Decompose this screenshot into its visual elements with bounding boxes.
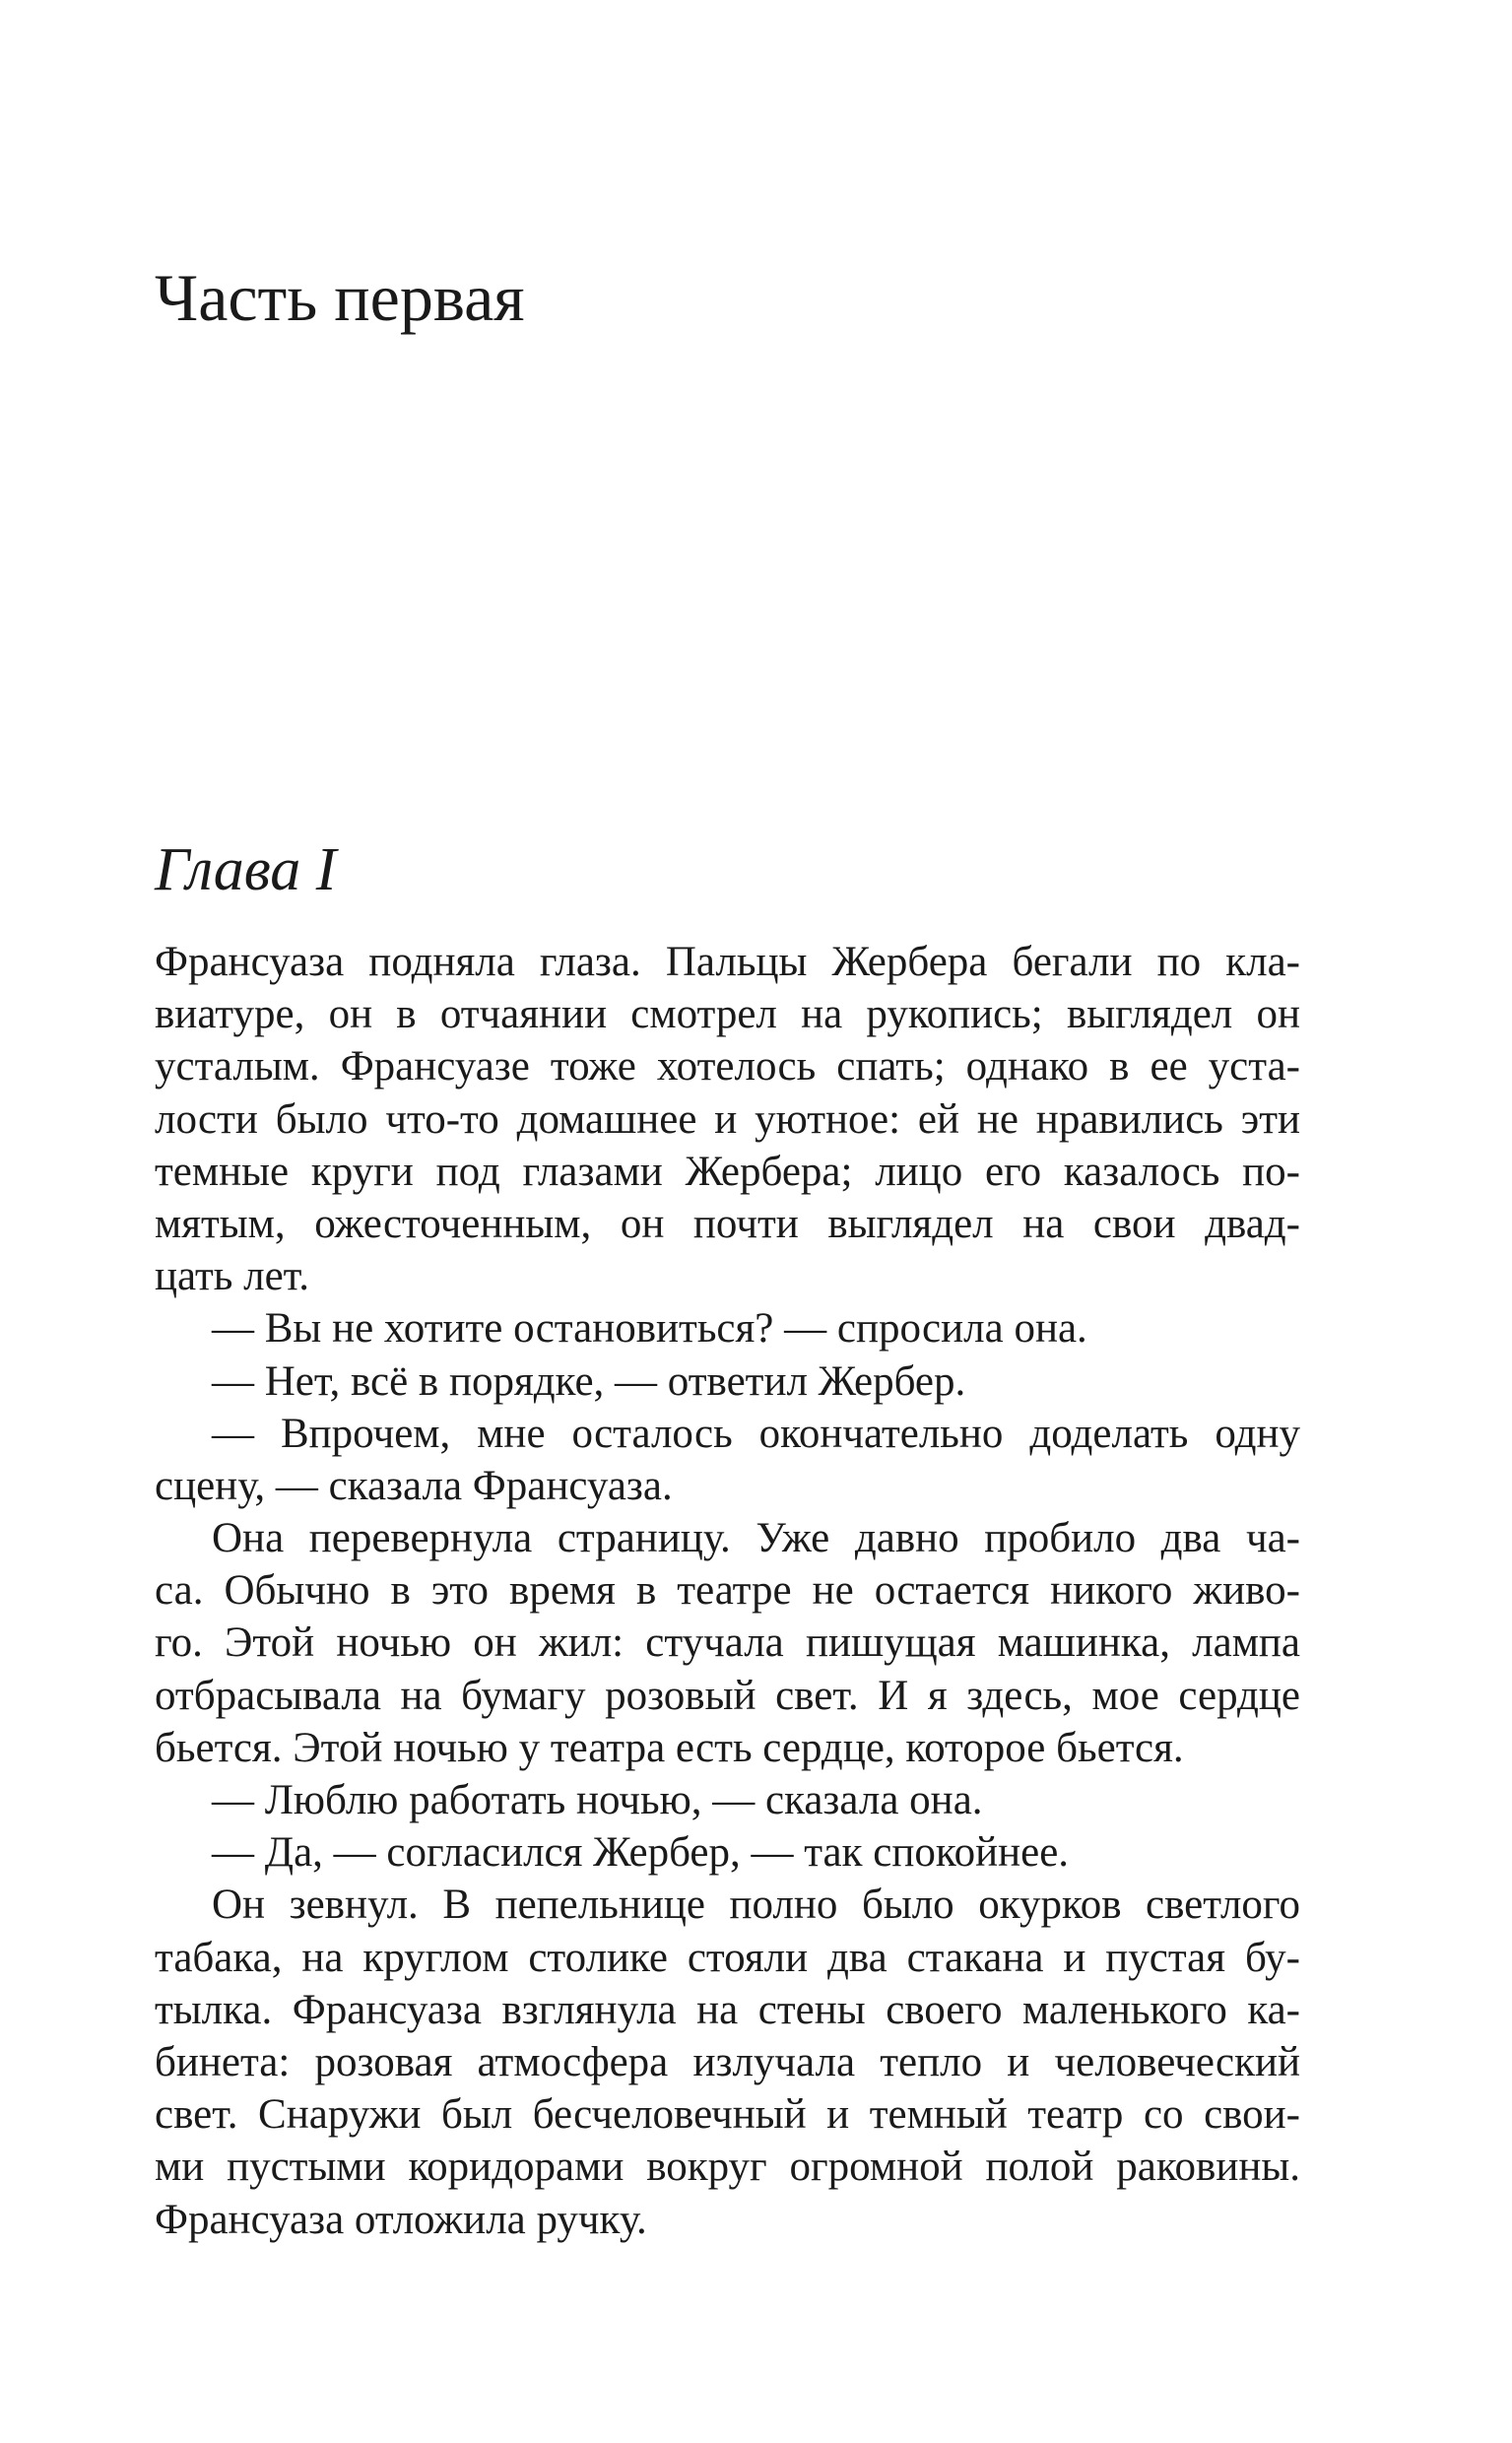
text-line: сцену, — сказала Франсуаза. [155, 1462, 673, 1509]
text-line: — Вы не хотите остановиться? — спросила она. [212, 1305, 1087, 1353]
text-line: лости было что-то домашнее и уютное: ей не нравились эти [155, 1095, 1300, 1143]
text-line: отбрасывала на бумагу розовый свет. И я здесь, мое сердце [155, 1672, 1300, 1719]
text-line: Он зевнул. В пепельнице полно было окурков светлого [212, 1882, 1300, 1929]
text-line: ми пустыми коридорами вокруг огромной полой раковины. [155, 2144, 1300, 2191]
text-line: Она перевернула страницу. Уже давно пробило два ча- [212, 1515, 1300, 1562]
text-line: темные круги под глазами Жербера; лицо его казалось по- [155, 1148, 1300, 1195]
text-line: бьется. Этой ночью у театра есть сердце, которое бьется. [155, 1724, 1184, 1771]
text-line: тылка. Франсуаза взглянула на стены своего маленького ка- [155, 1986, 1300, 2033]
text-line: — Люблю работать ночью, — сказала она. [212, 1777, 983, 1823]
text-line: Франсуаза подняла глаза. Пальцы Жербера бегали по кла- [155, 939, 1300, 985]
text-line: — Да, — согласился Жербер, — так спокойнее. [212, 1829, 1070, 1877]
text-line: го. Этой ночью он жил: стучала пишущая машинка, лампа [155, 1619, 1300, 1667]
text-line: табака, на круглом столике стояли два стакана и пустая бу- [155, 1934, 1300, 1981]
text-line: мятым, ожесточенным, он почти выглядел на свои двад- [155, 1200, 1300, 1247]
chapter-title: Глава I [155, 836, 337, 903]
text-line: цать лет. [155, 1253, 309, 1300]
text-line: Франсуаза отложила ручку. [155, 2196, 647, 2243]
body-text [155, 936, 1300, 2246]
text-line: — Впрочем, мне осталось окончательно доделать одну [212, 1410, 1300, 1457]
text-line: свет. Снаружи был бесчеловечный и темный театр со свои- [155, 2091, 1300, 2139]
text-line: са. Обычно в это время в театре не остается никого живо- [155, 1567, 1300, 1615]
text-line: виатуре, он в отчаянии смотрел на рукопись; выглядел он [155, 991, 1300, 1038]
text-line: бинета: розовая атмосфера излучала тепло и человеческий [155, 2038, 1300, 2085]
text-line: усталым. Франсуазе тоже хотелось спать; однако в ее уста- [155, 1043, 1300, 1090]
part-title: Часть первая [155, 260, 525, 335]
text-line: — Нет, всё в порядке, — ответил Жербер. [212, 1357, 966, 1405]
